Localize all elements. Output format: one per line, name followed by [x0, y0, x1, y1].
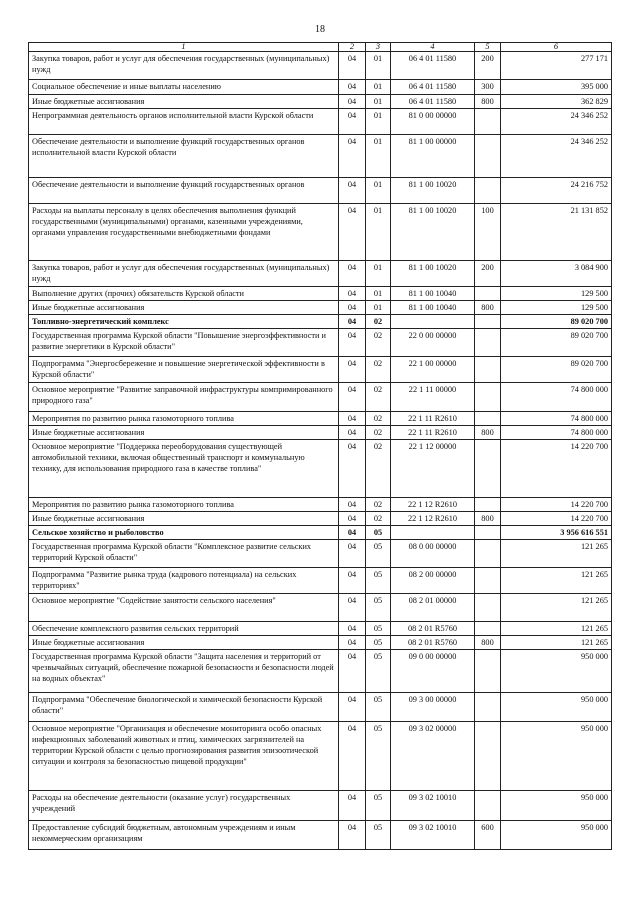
expense-name-cell: Основное мероприятие "Организация и обеспечение мониторинга особо опасных инфекционных заболеваний животных и птиц, химических загрязнителей на территории Курской области с целью прогнозирования развития эпизоотической ситуации и контроля за безопасностью пищевой продукции" — [29, 722, 339, 791]
expense-type-code-cell — [475, 693, 501, 722]
subsection-code-cell: 05 — [366, 791, 391, 821]
expense-name-cell: Закупка товаров, работ и услуг для обеспечения государственных (муниципальных) нужд — [29, 261, 339, 287]
expense-name-cell: Закупка товаров, работ и услуг для обеспечения государственных (муниципальных) нужд — [29, 52, 339, 80]
subsection-code-cell: 01 — [366, 301, 391, 315]
table-row — [29, 301, 612, 315]
expense-type-code-cell — [475, 109, 501, 135]
expense-name-cell: Мероприятия по развитию рынка газомоторного топлива — [29, 498, 339, 512]
subsection-code-cell: 01 — [366, 95, 391, 109]
amount-cell: 3 084 900 — [501, 261, 612, 287]
expense-name-cell: Обеспечение деятельности и выполнение функций государственных органов — [29, 178, 339, 204]
expense-type-code-cell — [475, 135, 501, 178]
section-code-cell: 04 — [339, 440, 366, 498]
target-article-code-cell: 08 0 00 00000 — [391, 540, 475, 568]
expense-type-code-cell: 800 — [475, 426, 501, 440]
expense-name-cell: Социальное обеспечение и иные выплаты населению — [29, 80, 339, 95]
expense-type-code-cell: 800 — [475, 95, 501, 109]
amount-cell: 74 800 000 — [501, 426, 612, 440]
target-article-code-cell: 81 1 00 10020 — [391, 204, 475, 261]
section-code-cell: 04 — [339, 357, 366, 383]
section-code-cell: 04 — [339, 412, 366, 426]
table-row — [29, 95, 612, 109]
expense-type-code-cell: 800 — [475, 512, 501, 526]
section-code-cell: 04 — [339, 512, 366, 526]
amount-cell: 24 346 252 — [501, 109, 612, 135]
subsection-code-cell: 02 — [366, 412, 391, 426]
expense-name-cell: Подпрограмма "Обеспечение биологической и химической безопасности Курской области" — [29, 693, 339, 722]
column-header: 2 — [339, 43, 366, 52]
expense-type-code-cell — [475, 722, 501, 791]
expense-name-cell: Обеспечение комплексного развития сельских территорий — [29, 622, 339, 636]
subsection-code-cell: 02 — [366, 383, 391, 412]
expense-name-cell: Государственная программа Курской области "Защита населения и территорий от чрезвычайных ситуаций, обеспечение пожарной безопасности и безопасности людей на водных объектах" — [29, 650, 339, 693]
table-row — [29, 622, 612, 636]
amount-cell: 950 000 — [501, 650, 612, 693]
table-row — [29, 52, 612, 80]
expense-name-cell: Основное мероприятие "Поддержка переоборудования существующей автомобильной техники, включая общественный транспорт и коммунальную технику, для использования природного газа в качестве топлива" — [29, 440, 339, 498]
expense-type-code-cell — [475, 622, 501, 636]
expense-name-cell: Обеспечение деятельности и выполнение функций государственных органов исполнительной власти Курской области — [29, 135, 339, 178]
table-row — [29, 135, 612, 178]
expense-name-cell: Государственная программа Курской области "Комплексное развитие сельских территорий Курской области" — [29, 540, 339, 568]
subsection-code-cell: 02 — [366, 498, 391, 512]
amount-cell: 3 956 616 551 — [501, 526, 612, 540]
section-code-cell: 04 — [339, 791, 366, 821]
expense-type-code-cell: 300 — [475, 80, 501, 95]
target-article-code-cell: 06 4 01 11580 — [391, 52, 475, 80]
amount-cell: 121 265 — [501, 594, 612, 622]
amount-cell: 950 000 — [501, 722, 612, 791]
amount-cell: 24 346 252 — [501, 135, 612, 178]
expense-name-cell: Топливно-энергетический комплекс — [29, 315, 339, 329]
subsection-code-cell: 01 — [366, 135, 391, 178]
section-code-cell: 04 — [339, 383, 366, 412]
target-article-code-cell: 22 1 00 00000 — [391, 357, 475, 383]
target-article-code-cell — [391, 526, 475, 540]
table-row — [29, 636, 612, 650]
target-article-code-cell: 09 3 02 10010 — [391, 791, 475, 821]
expense-name-cell: Иные бюджетные ассигнования — [29, 636, 339, 650]
section-code-cell: 04 — [339, 178, 366, 204]
target-article-code-cell: 06 4 01 11580 — [391, 80, 475, 95]
expense-name-cell: Основное мероприятие "Развитие заправочной инфраструктуры компримированного природного газа" — [29, 383, 339, 412]
table-row — [29, 512, 612, 526]
section-code-cell: 04 — [339, 650, 366, 693]
target-article-code-cell: 09 3 02 10010 — [391, 821, 475, 850]
amount-cell: 395 000 — [501, 80, 612, 95]
section-code-cell: 04 — [339, 287, 366, 301]
expense-name-cell: Подпрограмма "Развитие рынка труда (кадрового потенциала) на сельских территориях" — [29, 568, 339, 594]
amount-cell: 21 131 852 — [501, 204, 612, 261]
subsection-code-cell: 05 — [366, 636, 391, 650]
expense-type-code-cell — [475, 329, 501, 357]
target-article-code-cell: 81 1 00 10040 — [391, 301, 475, 315]
amount-cell: 74 800 000 — [501, 412, 612, 426]
table-row — [29, 693, 612, 722]
table-row — [29, 540, 612, 568]
target-article-code-cell: 81 1 00 10040 — [391, 287, 475, 301]
expense-type-code-cell — [475, 440, 501, 498]
table-row — [29, 412, 612, 426]
target-article-code-cell: 22 0 00 00000 — [391, 329, 475, 357]
expense-type-code-cell: 200 — [475, 261, 501, 287]
expense-name-cell: Выполнение других (прочих) обязательств Курской области — [29, 287, 339, 301]
expense-type-code-cell — [475, 594, 501, 622]
section-code-cell: 04 — [339, 821, 366, 850]
target-article-code-cell: 09 3 00 00000 — [391, 693, 475, 722]
expense-type-code-cell: 200 — [475, 52, 501, 80]
column-header: 3 — [366, 43, 391, 52]
subsection-code-cell: 05 — [366, 540, 391, 568]
target-article-code-cell: 08 2 01 00000 — [391, 594, 475, 622]
table-row — [29, 791, 612, 821]
table-row — [29, 383, 612, 412]
subsection-code-cell: 05 — [366, 650, 391, 693]
amount-cell: 950 000 — [501, 791, 612, 821]
target-article-code-cell: 81 1 00 10020 — [391, 261, 475, 287]
expense-name-cell: Предоставление субсидий бюджетным, автономным учреждениям и иным некоммерческим организациям — [29, 821, 339, 850]
amount-cell: 89 020 700 — [501, 315, 612, 329]
amount-cell: 129 500 — [501, 301, 612, 315]
amount-cell: 129 500 — [501, 287, 612, 301]
section-code-cell: 04 — [339, 80, 366, 95]
amount-cell: 24 216 752 — [501, 178, 612, 204]
table-row — [29, 287, 612, 301]
section-code-cell: 04 — [339, 109, 366, 135]
expense-name-cell: Государственная программа Курской области "Повышение энергоэффективности и развитие энергетики в Курской области" — [29, 329, 339, 357]
column-header: 6 — [501, 43, 612, 52]
target-article-code-cell: 81 1 00 00000 — [391, 135, 475, 178]
amount-cell: 121 265 — [501, 636, 612, 650]
target-article-code-cell: 22 1 11 00000 — [391, 383, 475, 412]
expense-name-cell: Мероприятия по развитию рынка газомоторного топлива — [29, 412, 339, 426]
section-code-cell: 04 — [339, 135, 366, 178]
amount-cell: 362 829 — [501, 95, 612, 109]
table-row — [29, 821, 612, 850]
column-header: 5 — [475, 43, 501, 52]
expense-type-code-cell — [475, 568, 501, 594]
subsection-code-cell: 01 — [366, 109, 391, 135]
section-code-cell: 04 — [339, 526, 366, 540]
subsection-code-cell: 01 — [366, 52, 391, 80]
section-code-cell: 04 — [339, 622, 366, 636]
subsection-code-cell: 05 — [366, 568, 391, 594]
table-body — [29, 52, 612, 850]
amount-cell: 89 020 700 — [501, 329, 612, 357]
subsection-code-cell: 05 — [366, 622, 391, 636]
header-row — [29, 43, 612, 52]
target-article-code-cell — [391, 315, 475, 329]
expense-name-cell: Расходы на выплаты персоналу в целях обеспечения выполнения функций государственными (муниципальными) органами, казенными учреждениями, органами управления государственными внебюджетными фондами — [29, 204, 339, 261]
expense-name-cell: Сельское хозяйство и рыболовство — [29, 526, 339, 540]
expense-type-code-cell: 600 — [475, 821, 501, 850]
page-number: 18 — [315, 24, 325, 35]
amount-cell: 14 220 700 — [501, 498, 612, 512]
table-row — [29, 261, 612, 287]
table-row — [29, 204, 612, 261]
table-row — [29, 498, 612, 512]
column-header: 4 — [391, 43, 475, 52]
target-article-code-cell: 09 0 00 00000 — [391, 650, 475, 693]
expense-name-cell: Иные бюджетные ассигнования — [29, 426, 339, 440]
table-row — [29, 357, 612, 383]
subsection-code-cell: 02 — [366, 329, 391, 357]
expense-name-cell: Расходы на обеспечение деятельности (оказание услуг) государственных учреждений — [29, 791, 339, 821]
subsection-code-cell: 05 — [366, 722, 391, 791]
section-code-cell: 04 — [339, 329, 366, 357]
amount-cell: 121 265 — [501, 540, 612, 568]
table-row — [29, 329, 612, 357]
expense-name-cell: Подпрограмма "Энергосбережение и повышение энергетической эффективности в Курской области" — [29, 357, 339, 383]
subsection-code-cell: 01 — [366, 80, 391, 95]
subsection-code-cell: 01 — [366, 287, 391, 301]
amount-cell: 74 800 000 — [501, 383, 612, 412]
budget-table — [28, 42, 612, 850]
amount-cell: 14 220 700 — [501, 440, 612, 498]
expense-type-code-cell: 100 — [475, 204, 501, 261]
expense-type-code-cell — [475, 412, 501, 426]
section-code-cell: 04 — [339, 261, 366, 287]
target-article-code-cell: 22 1 12 R2610 — [391, 498, 475, 512]
target-article-code-cell: 22 1 11 R2610 — [391, 412, 475, 426]
section-code-cell: 04 — [339, 636, 366, 650]
subsection-code-cell: 05 — [366, 594, 391, 622]
target-article-code-cell: 22 1 12 00000 — [391, 440, 475, 498]
section-code-cell: 04 — [339, 498, 366, 512]
subsection-code-cell: 01 — [366, 178, 391, 204]
amount-cell: 14 220 700 — [501, 512, 612, 526]
expense-name-cell: Иные бюджетные ассигнования — [29, 512, 339, 526]
target-article-code-cell: 22 1 12 R2610 — [391, 512, 475, 526]
expense-type-code-cell: 800 — [475, 301, 501, 315]
expense-type-code-cell — [475, 791, 501, 821]
expense-name-cell: Основное мероприятие "Содействие занятости сельского населения" — [29, 594, 339, 622]
subsection-code-cell: 02 — [366, 512, 391, 526]
table-row — [29, 526, 612, 540]
section-code-cell: 04 — [339, 52, 366, 80]
subsection-code-cell: 05 — [366, 821, 391, 850]
amount-cell: 950 000 — [501, 821, 612, 850]
subsection-code-cell: 01 — [366, 261, 391, 287]
target-article-code-cell: 08 2 00 00000 — [391, 568, 475, 594]
amount-cell: 121 265 — [501, 568, 612, 594]
expense-type-code-cell — [475, 383, 501, 412]
table-row — [29, 722, 612, 791]
amount-cell: 89 020 700 — [501, 357, 612, 383]
expense-type-code-cell — [475, 357, 501, 383]
section-code-cell: 04 — [339, 693, 366, 722]
section-code-cell: 04 — [339, 315, 366, 329]
section-code-cell: 04 — [339, 568, 366, 594]
section-code-cell: 04 — [339, 95, 366, 109]
section-code-cell: 04 — [339, 301, 366, 315]
target-article-code-cell: 09 3 02 00000 — [391, 722, 475, 791]
table-row — [29, 80, 612, 95]
table-row — [29, 315, 612, 329]
expense-type-code-cell: 800 — [475, 636, 501, 650]
subsection-code-cell: 02 — [366, 426, 391, 440]
table-row — [29, 426, 612, 440]
subsection-code-cell: 02 — [366, 357, 391, 383]
section-code-cell: 04 — [339, 204, 366, 261]
section-code-cell: 04 — [339, 594, 366, 622]
expense-name-cell: Иные бюджетные ассигнования — [29, 301, 339, 315]
expense-type-code-cell — [475, 287, 501, 301]
subsection-code-cell: 01 — [366, 204, 391, 261]
subsection-code-cell: 02 — [366, 315, 391, 329]
amount-cell: 950 000 — [501, 693, 612, 722]
table-row — [29, 650, 612, 693]
expense-type-code-cell — [475, 498, 501, 512]
column-header: 1 — [29, 43, 339, 52]
amount-cell: 121 265 — [501, 622, 612, 636]
section-code-cell: 04 — [339, 722, 366, 791]
table-row — [29, 568, 612, 594]
table-row — [29, 594, 612, 622]
subsection-code-cell: 05 — [366, 526, 391, 540]
table-row — [29, 109, 612, 135]
expense-type-code-cell — [475, 178, 501, 204]
expense-type-code-cell — [475, 540, 501, 568]
table-row — [29, 178, 612, 204]
section-code-cell: 04 — [339, 426, 366, 440]
expense-name-cell: Непрограммная деятельность органов исполнительной власти Курской области — [29, 109, 339, 135]
expense-type-code-cell — [475, 650, 501, 693]
target-article-code-cell: 22 1 11 R2610 — [391, 426, 475, 440]
subsection-code-cell: 05 — [366, 693, 391, 722]
subsection-code-cell: 02 — [366, 440, 391, 498]
table-row — [29, 440, 612, 498]
expense-type-code-cell — [475, 315, 501, 329]
expense-name-cell: Иные бюджетные ассигнования — [29, 95, 339, 109]
target-article-code-cell: 81 0 00 00000 — [391, 109, 475, 135]
target-article-code-cell: 06 4 01 11580 — [391, 95, 475, 109]
section-code-cell: 04 — [339, 540, 366, 568]
target-article-code-cell: 08 2 01 R5760 — [391, 622, 475, 636]
expense-type-code-cell — [475, 526, 501, 540]
target-article-code-cell: 81 1 00 10020 — [391, 178, 475, 204]
amount-cell: 277 171 — [501, 52, 612, 80]
target-article-code-cell: 08 2 01 R5760 — [391, 636, 475, 650]
